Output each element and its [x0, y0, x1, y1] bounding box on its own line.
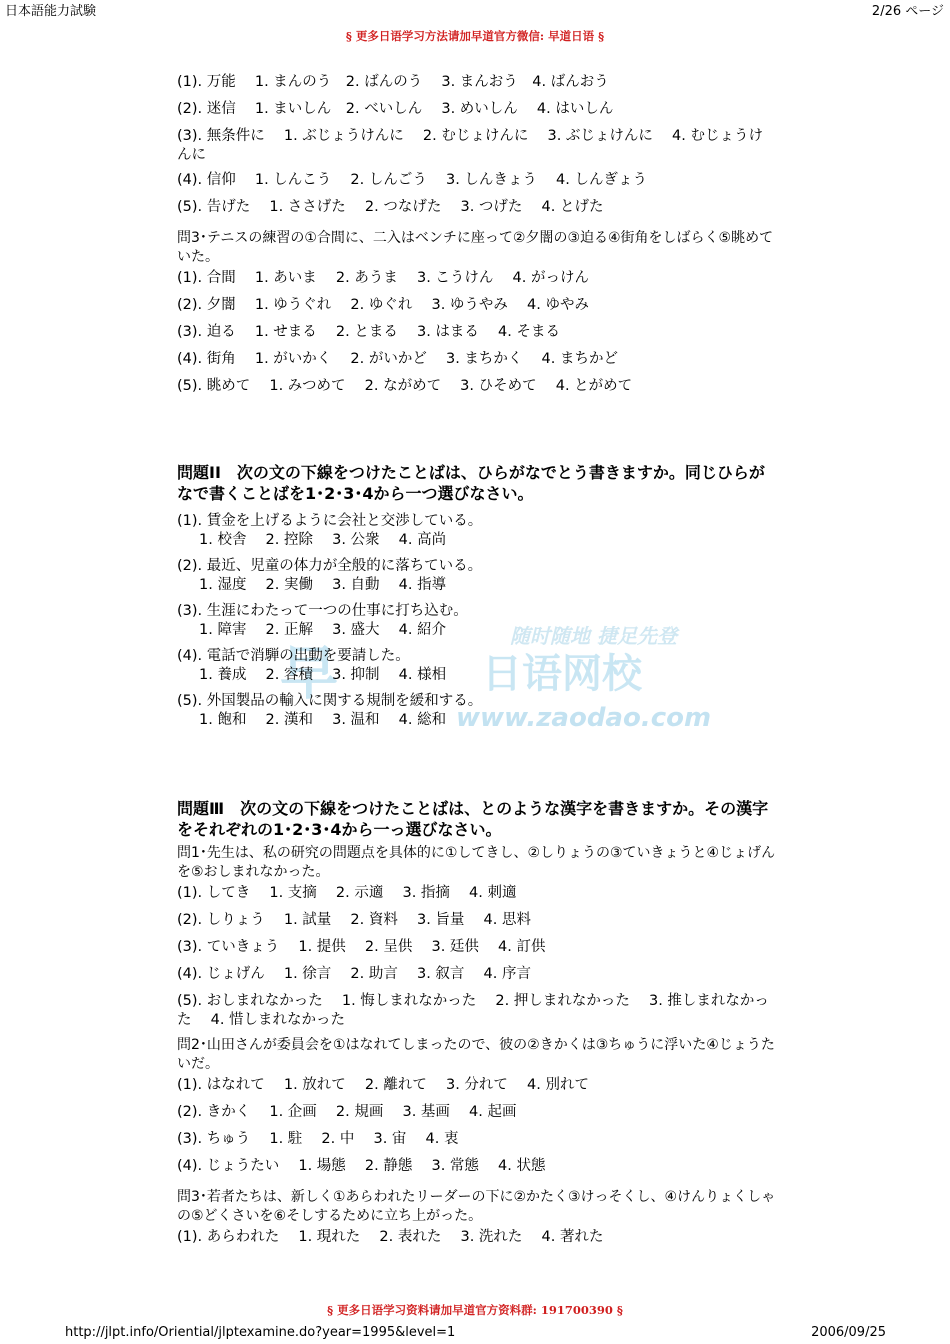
block2: [177, 229, 797, 404]
section-title: 問題Ⅲ 次の文の下線をつけたことばは、とのような漢字を書きますか。その漢字をそれぞれの1･2･3･4から一っ選びなさい。: [177, 799, 769, 839]
question-options: 1. 飽和 2. 漢和 3. 温和 4. 総和: [199, 712, 447, 728]
footer-url: http://jlpt.info/Oriential/jlptexamine.do?year=1995&level=1: [65, 1325, 456, 1340]
question-line: (2). 夕闇 1. ゆうぐれ 2. ゆぐれ 3. ゆうやみ 4. ゆやみ: [177, 297, 589, 313]
question-line: (1). 合間 1. あいま 2. あうま 3. こうけん 4. がっけん: [177, 270, 589, 286]
question-line: (2). しりょう 1. 試量 2. 資料 3. 旨量 4. 思料: [177, 912, 531, 928]
question-item: [177, 557, 797, 602]
question-item: [177, 692, 797, 737]
question-text: (3). 生涯にわたって一つの仕事に打ち込む。: [177, 603, 468, 619]
watermark-slogan: 随时随地 捷足先登: [510, 624, 677, 648]
question-line: (1). はなれて 1. 放れて 2. 離れて 3. 分れて 4. 別れて: [177, 1077, 589, 1093]
promo-bottom: § 更多日语学习资料请加早道官方资料群: 191700390 §: [327, 1303, 623, 1317]
question-line: (4). 街角 1. がいかく 2. がいかど 3. まちかく 4. まちかど: [177, 351, 618, 367]
question-options: 1. 湿度 2. 実働 3. 自動 4. 指導: [199, 577, 447, 593]
watermark-title: 日语网校: [482, 651, 642, 697]
question-text: (5). 外国製品の輸入に関する規制を緩和する。: [177, 693, 483, 709]
question-line: (1). 万能 1. まんのう 2. ばんのう 3. まんおう 4. ばんおう: [177, 74, 609, 90]
section-title: 問題II 次の文の下線をつけたことばは、ひらがなでとう書きますか。同じひらがなで書くことばを1･2･3･4から一つ選びなさい。: [177, 463, 765, 503]
question-item: [177, 512, 797, 557]
footer-date: 2006/09/25: [811, 1325, 886, 1340]
question-line: (3). 無条件に 1. ぶじょうけんに 2. むじょけんに 3. ぶじょけんに 4. むじょうけんに: [177, 128, 763, 163]
page-header-title: 日本語能力試験: [5, 4, 97, 19]
question-line: (3). ちゅう 1. 駐 2. 中 3. 宙 4. 衷: [177, 1131, 459, 1147]
question-line: (3). 迫る 1. せまる 2. とまる 3. はまる 4. そまる: [177, 324, 560, 340]
question-text: (1). 賃金を上げるように会社と交渉している。: [177, 513, 483, 529]
page-header-pagenum: 2/26 ページ: [871, 4, 944, 19]
question-group-header: 問3･若者たちは、新しく①あらわれたリーダーの下に②かたく③けっそくし、④けんりょくしゃの⑤どくさいを⑥そしするために立ち上がった。: [177, 1189, 776, 1224]
question-text: (4). 電話で消騨の出動を要請した。: [177, 648, 410, 664]
question-group-header: 問1･先生は、私の研究の問題点を具体的に①してきし、②しりょうの③ていきょうと④じょげんを⑤おしまれなかった。: [177, 845, 776, 880]
question-options: 1. 校舎 2. 控除 3. 公衆 4. 高尚: [199, 532, 447, 548]
question-line: (1). あらわれた 1. 現れた 2. 表れた 3. 洗れた 4. 著れた: [177, 1229, 604, 1245]
question-item: [177, 602, 797, 647]
section2: [177, 462, 797, 737]
question-line: (2). きかく 1. 企画 2. 規画 3. 基画 4. 起画: [177, 1104, 517, 1120]
question-line: (4). 信仰 1. しんこう 2. しんごう 3. しんきょう 4. しんぎょう: [177, 172, 647, 188]
question-line: (5). おしまれなかった 1. 悔しまれなかった 2. 押しまれなかった 3. 推しまれなかった 4. 惜しまれなかった: [177, 993, 769, 1028]
question-item: [177, 647, 797, 692]
promo-top: § 更多日语学习方法请加早道官方微信: 早道日语 §: [345, 29, 605, 43]
question-text: (2). 最近、児童の体力が全般的に落ちている。: [177, 558, 483, 574]
watermark-logo: 早: [280, 639, 339, 707]
question-line: (3). ていきょう 1. 提供 2. 呈供 3. 廷供 4. 訂供: [177, 939, 546, 955]
question-line: (5). 眺めて 1. みつめて 2. ながめて 3. ひそめて 4. とがめて: [177, 378, 633, 394]
question-group-header: 問3･テニスの練習の①合間に、二入はベンチに座って②夕闇の③迫る④街角をしばらく⑤眺めていた。: [177, 230, 774, 265]
question-options: 1. 養成 2. 容積 3. 抑制 4. 様相: [199, 667, 447, 683]
question-group-header: 問2･山田さんが委員会を①はなれてしまったので、彼の②きかくは③ちゅうに浮いた④じょうたいだ。: [177, 1037, 775, 1072]
question-line: (4). じょげん 1. 徐言 2. 助言 3. 叙言 4. 序言: [177, 966, 531, 982]
watermark-url: www.zaodao.com: [456, 703, 712, 733]
question-line: (4). じょうたい 1. 場態 2. 静態 3. 常態 4. 状態: [177, 1158, 546, 1174]
block1: [177, 73, 797, 225]
question-options: 1. 障害 2. 正解 3. 盛大 4. 紹介: [199, 622, 447, 638]
question-line: (2). 迷信 1. まいしん 2. べいしん 3. めいしん 4. はいしん: [177, 101, 614, 117]
section3: [177, 798, 797, 1255]
question-line: (5). 告げた 1. ささげた 2. つなげた 3. つげた 4. とげた: [177, 199, 604, 215]
question-line: (1). してき 1. 支摘 2. 示適 3. 指摘 4. 刺適: [177, 885, 517, 901]
